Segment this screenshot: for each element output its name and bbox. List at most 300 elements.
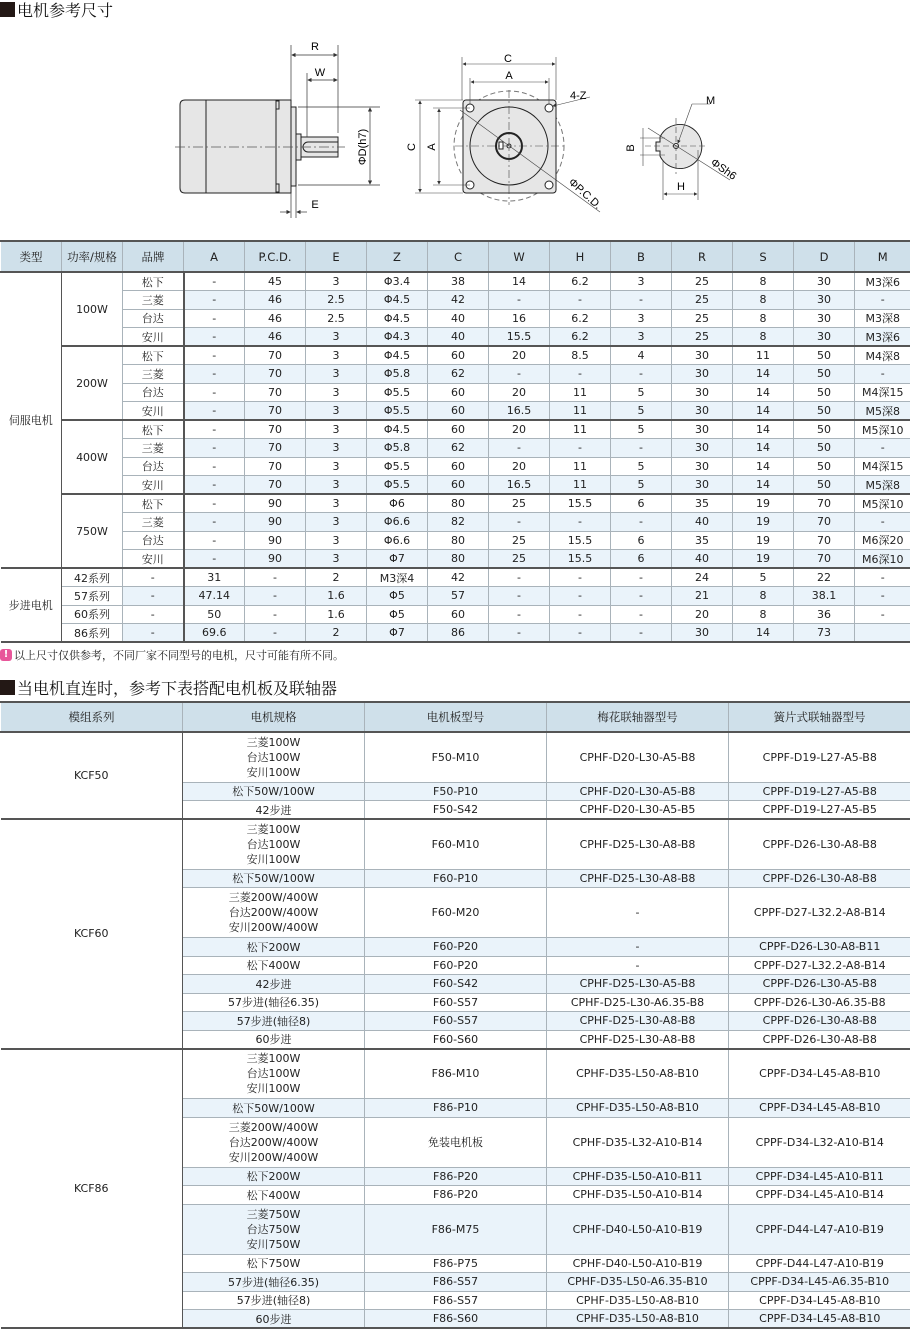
- motor-plate-cell: F50-S42: [365, 801, 547, 820]
- disc-coupling-cell: CPPF-D26-L30-A8-B8: [729, 1030, 910, 1049]
- motor-spec-line: 台达200W/400W: [183, 905, 364, 920]
- disc-coupling-cell: CPPF-D26-L30-A6.35-B8: [729, 993, 910, 1012]
- jaw-coupling-cell: CPHF-D35-L50-A10-B11: [547, 1167, 729, 1186]
- value-cell: 90: [245, 550, 306, 569]
- motor-plate-cell: F86-M10: [365, 1049, 547, 1099]
- motor-plate-cell: F60-M10: [365, 819, 547, 869]
- svg-text:E: E: [311, 199, 318, 211]
- value-cell: 70: [794, 513, 855, 532]
- value-cell: 30: [672, 420, 733, 439]
- value-cell: 25: [672, 328, 733, 347]
- header-b: B: [611, 241, 672, 272]
- value-cell: -: [489, 568, 550, 587]
- header-s: S: [733, 241, 794, 272]
- value-cell: M4深8: [855, 346, 910, 365]
- jaw-coupling-cell: CPHF-D20-L30-A5-B5: [547, 801, 729, 820]
- motor-plate-cell: F60-M20: [365, 888, 547, 938]
- brand-cell: 松下: [123, 272, 184, 291]
- motor-spec-cell: [183, 819, 365, 869]
- value-cell: 14: [489, 272, 550, 291]
- disc-coupling-cell: CPPF-D44-L47-A10-B19: [729, 1204, 910, 1254]
- value-cell: M3深6: [855, 272, 910, 291]
- value-cell: -: [184, 531, 245, 550]
- disc-coupling-cell: CPPF-D19-L27-A5-B8: [729, 732, 910, 782]
- value-cell: 47.14: [184, 587, 245, 606]
- value-cell: 21: [672, 587, 733, 606]
- header-pcd: P.C.D.: [245, 241, 306, 272]
- jaw-coupling-cell: CPHF-D25-L30-A8-B8: [547, 1012, 729, 1031]
- disc-coupling-cell: CPPF-D27-L32.2-A8-B14: [729, 888, 910, 938]
- jaw-coupling-cell: CPHF-D40-L50-A10-B19: [547, 1204, 729, 1254]
- table-row: [1, 624, 910, 643]
- motor-spec-cell: [183, 1167, 365, 1186]
- value-cell: -: [245, 568, 306, 587]
- disc-coupling-cell: CPPF-D34-L45-A10-B14: [729, 1186, 910, 1205]
- value-cell: 8: [733, 291, 794, 310]
- table-row: [1, 272, 910, 291]
- value-cell: -: [184, 383, 245, 402]
- disc-coupling-cell: CPPF-D44-L47-A10-B19: [729, 1254, 910, 1273]
- motor-spec-cell: [183, 1186, 365, 1205]
- motor-spec-line: 安川100W: [183, 852, 364, 867]
- disc-coupling-cell: CPPF-D19-L27-A5-B5: [729, 801, 910, 820]
- value-cell: -: [184, 550, 245, 569]
- motor-spec-cell: [183, 956, 365, 975]
- brand-cell: 三菱: [123, 439, 184, 458]
- motor-spec-cell: [183, 1030, 365, 1049]
- warning-icon: !: [0, 649, 12, 661]
- power-cell: 200W: [62, 346, 123, 420]
- value-cell: 14: [733, 457, 794, 476]
- value-cell: 30: [794, 291, 855, 310]
- value-cell: 24: [672, 568, 733, 587]
- motor-spec-line: 台达750W: [183, 1222, 364, 1237]
- value-cell: 60: [428, 383, 489, 402]
- disc-coupling-cell: CPPF-D27-L32.2-A8-B14: [729, 956, 910, 975]
- value-cell: 70: [245, 420, 306, 439]
- value-cell: -: [550, 605, 611, 624]
- value-cell: 19: [733, 550, 794, 569]
- disc-coupling-cell: CPPF-D26-L30-A8-B8: [729, 819, 910, 869]
- value-cell: -: [855, 291, 910, 310]
- motor-spec-line: 57步进(轴径8): [183, 1292, 364, 1308]
- value-cell: 40: [672, 550, 733, 569]
- value-cell: -: [123, 605, 184, 624]
- header-w: W: [489, 241, 550, 272]
- note-text: 以上尺寸仅供参考，不同厂家不同型号的电机，尺寸可能有所不同。: [14, 647, 344, 663]
- value-cell: -: [550, 291, 611, 310]
- value-cell: 30: [672, 457, 733, 476]
- value-cell: Φ6.6: [367, 513, 428, 532]
- value-cell: -: [489, 513, 550, 532]
- power-cell: 400W: [62, 420, 123, 494]
- motor-spec-cell: [183, 938, 365, 957]
- motor-spec-line: 57步进(轴径6.35): [183, 1274, 364, 1290]
- value-cell: 4: [611, 346, 672, 365]
- header-a: A: [184, 241, 245, 272]
- value-cell: -: [611, 439, 672, 458]
- motor-spec-line: 三菱100W: [183, 822, 364, 837]
- svg-text:A: A: [505, 70, 513, 82]
- jaw-coupling-cell: CPHF-D35-L50-A6.35-B10: [547, 1273, 729, 1292]
- value-cell: -: [611, 291, 672, 310]
- motor-spec-line: 安川100W: [183, 1081, 364, 1096]
- value-cell: M5深8: [855, 476, 910, 495]
- value-cell: M6深10: [855, 550, 910, 569]
- value-cell: -: [184, 291, 245, 310]
- disc-coupling-cell: CPPF-D34-L45-A8-B10: [729, 1049, 910, 1099]
- motor-spec-cell: [183, 975, 365, 994]
- value-cell: 3: [306, 365, 367, 384]
- value-cell: Φ5.5: [367, 457, 428, 476]
- jaw-coupling-cell: CPHF-D25-L30-A5-B8: [547, 975, 729, 994]
- value-cell: 14: [733, 402, 794, 421]
- value-cell: 3: [306, 513, 367, 532]
- value-cell: M3深6: [855, 328, 910, 347]
- jaw-coupling-cell: -: [547, 888, 729, 938]
- motor-spec-cell: [183, 1310, 365, 1329]
- value-cell: 5: [611, 476, 672, 495]
- value-cell: -: [184, 439, 245, 458]
- value-cell: 16: [489, 309, 550, 328]
- value-cell: 3: [306, 439, 367, 458]
- jaw-coupling-cell: CPHF-D35-L50-A8-B10: [547, 1310, 729, 1329]
- jaw-coupling-cell: CPHF-D25-L30-A8-B8: [547, 819, 729, 869]
- value-cell: 5: [733, 568, 794, 587]
- disc-coupling-cell: CPPF-D26-L30-A8-B11: [729, 938, 910, 957]
- motor-spec-line: 松下200W: [183, 939, 364, 955]
- value-cell: 20: [489, 346, 550, 365]
- table-row: [1, 531, 910, 550]
- value-cell: Φ5.5: [367, 402, 428, 421]
- value-cell: 35: [672, 531, 733, 550]
- value-cell: 46: [245, 309, 306, 328]
- value-cell: -: [184, 328, 245, 347]
- motor-plate-cell: F86-S57: [365, 1273, 547, 1292]
- table-header-row: [1, 702, 910, 732]
- brand-cell: 松下: [123, 346, 184, 365]
- brand-cell: 安川: [123, 550, 184, 569]
- value-cell: 86: [428, 624, 489, 643]
- svg-text:H: H: [677, 181, 685, 193]
- table-row: [1, 439, 910, 458]
- value-cell: 60: [428, 346, 489, 365]
- value-cell: 25: [489, 550, 550, 569]
- value-cell: 40: [428, 328, 489, 347]
- svg-text:ΦD(h7): ΦD(h7): [357, 129, 369, 165]
- jaw-coupling-cell: CPHF-D40-L50-A10-B19: [547, 1254, 729, 1273]
- value-cell: 11: [550, 420, 611, 439]
- series-cell: 42系列: [62, 568, 123, 587]
- value-cell: 60: [428, 457, 489, 476]
- value-cell: 50: [794, 476, 855, 495]
- value-cell: 70: [245, 457, 306, 476]
- value-cell: 8: [733, 587, 794, 606]
- value-cell: -: [184, 309, 245, 328]
- brand-cell: 松下: [123, 494, 184, 513]
- value-cell: -: [489, 624, 550, 643]
- header-disc-coupling: 簧片式联轴器型号: [729, 702, 910, 732]
- value-cell: 3: [306, 476, 367, 495]
- value-cell: 38.1: [794, 587, 855, 606]
- value-cell: 2.5: [306, 309, 367, 328]
- motor-spec-cell: [183, 801, 365, 820]
- value-cell: 50: [794, 439, 855, 458]
- value-cell: Φ7: [367, 550, 428, 569]
- motor-spec-cell: [183, 1273, 365, 1292]
- value-cell: 3: [306, 531, 367, 550]
- value-cell: 50: [794, 365, 855, 384]
- value-cell: 3: [306, 328, 367, 347]
- motor-plate-cell: F50-P10: [365, 782, 547, 801]
- jaw-coupling-cell: CPHF-D35-L50-A8-B10: [547, 1291, 729, 1310]
- value-cell: M5深8: [855, 402, 910, 421]
- value-cell: M5深10: [855, 494, 910, 513]
- value-cell: 14: [733, 476, 794, 495]
- motor-spec-cell: [183, 888, 365, 938]
- value-cell: -: [245, 605, 306, 624]
- motor-spec-cell: [183, 732, 365, 782]
- value-cell: Φ4.5: [367, 309, 428, 328]
- motor-spec-line: 安川200W/400W: [183, 1150, 364, 1165]
- value-cell: 3: [611, 272, 672, 291]
- motor-plate-cell: F86-S57: [365, 1291, 547, 1310]
- disc-coupling-cell: CPPF-D19-L27-A5-B8: [729, 782, 910, 801]
- motor-spec-cell: [183, 1204, 365, 1254]
- jaw-coupling-cell: -: [547, 956, 729, 975]
- value-cell: 50: [794, 346, 855, 365]
- value-cell: 3: [611, 328, 672, 347]
- value-cell: 11: [733, 346, 794, 365]
- value-cell: M4深15: [855, 383, 910, 402]
- svg-text:B: B: [625, 144, 637, 151]
- side-view: [180, 100, 338, 193]
- header-c: C: [428, 241, 489, 272]
- brand-cell: 安川: [123, 328, 184, 347]
- motor-spec-line: 安川200W/400W: [183, 920, 364, 935]
- value-cell: M5深10: [855, 420, 910, 439]
- value-cell: 15.5: [550, 531, 611, 550]
- value-cell: 62: [428, 365, 489, 384]
- module-series-cell: KCF60: [1, 819, 183, 1049]
- value-cell: -: [184, 365, 245, 384]
- value-cell: 5: [611, 383, 672, 402]
- brand-cell: 台达: [123, 457, 184, 476]
- motor-dimension-table: [0, 240, 910, 643]
- value-cell: 70: [794, 550, 855, 569]
- motor-spec-line: 三菱200W/400W: [183, 890, 364, 905]
- jaw-coupling-cell: CPHF-D35-L50-A10-B14: [547, 1186, 729, 1205]
- value-cell: 8: [733, 605, 794, 624]
- series-cell: 86系列: [62, 624, 123, 643]
- value-cell: 6: [611, 531, 672, 550]
- header-e: E: [306, 241, 367, 272]
- motor-type-cell: 伺服电机: [1, 272, 62, 568]
- jaw-coupling-cell: CPHF-D25-L30-A8-B8: [547, 869, 729, 888]
- motor-spec-line: 松下750W: [183, 1255, 364, 1271]
- brand-cell: 台达: [123, 531, 184, 550]
- svg-text:A: A: [426, 143, 438, 151]
- module-series-cell: KCF86: [1, 1049, 183, 1329]
- motor-plate-cell: F86-S60: [365, 1310, 547, 1329]
- value-cell: Φ5.5: [367, 383, 428, 402]
- svg-text:W: W: [315, 67, 326, 79]
- value-cell: 11: [550, 402, 611, 421]
- value-cell: 40: [428, 309, 489, 328]
- value-cell: 16.5: [489, 476, 550, 495]
- value-cell: 19: [733, 494, 794, 513]
- value-cell: 70: [245, 383, 306, 402]
- motor-spec-line: 松下400W: [183, 957, 364, 973]
- value-cell: 15.5: [550, 550, 611, 569]
- motor-spec-cell: [183, 1049, 365, 1099]
- value-cell: 20: [672, 605, 733, 624]
- value-cell: 14: [733, 365, 794, 384]
- value-cell: -: [855, 439, 910, 458]
- value-cell: 19: [733, 531, 794, 550]
- value-cell: 30: [672, 476, 733, 495]
- value-cell: M6深20: [855, 531, 910, 550]
- value-cell: Φ4.3: [367, 328, 428, 347]
- value-cell: -: [550, 624, 611, 643]
- value-cell: 2.5: [306, 291, 367, 310]
- value-cell: 45: [245, 272, 306, 291]
- svg-text:4-Z: 4-Z: [570, 90, 587, 102]
- table-row: [1, 732, 910, 782]
- value-cell: 60: [428, 420, 489, 439]
- value-cell: -: [184, 476, 245, 495]
- svg-text:C: C: [406, 143, 418, 151]
- motor-spec-line: 松下50W/100W: [183, 870, 364, 886]
- value-cell: Φ6: [367, 494, 428, 513]
- motor-spec-line: 42步进: [183, 976, 364, 992]
- value-cell: 3: [306, 420, 367, 439]
- motor-spec-line: 42步进: [183, 802, 364, 818]
- motor-spec-line: 57步进(轴径8): [183, 1013, 364, 1029]
- value-cell: -: [550, 587, 611, 606]
- value-cell: 6: [611, 550, 672, 569]
- value-cell: 16.5: [489, 402, 550, 421]
- motor-spec-line: 台达100W: [183, 837, 364, 852]
- value-cell: -: [184, 457, 245, 476]
- value-cell: -: [123, 587, 184, 606]
- motor-spec-cell: [183, 1012, 365, 1031]
- table-row: [1, 383, 910, 402]
- section-title-coupling-reference: [0, 677, 337, 697]
- header-module-series: 模组系列: [1, 702, 183, 732]
- value-cell: 14: [733, 624, 794, 643]
- motor-spec-cell: [183, 1254, 365, 1273]
- value-cell: 2: [306, 624, 367, 643]
- value-cell: 50: [794, 457, 855, 476]
- jaw-coupling-cell: CPHF-D20-L30-A5-B8: [547, 732, 729, 782]
- disc-coupling-cell: CPPF-D34-L32-A10-B14: [729, 1117, 910, 1167]
- value-cell: 20: [489, 457, 550, 476]
- value-cell: M3深8: [855, 309, 910, 328]
- value-cell: -: [611, 568, 672, 587]
- value-cell: 50: [794, 383, 855, 402]
- motor-plate-cell: F86-P20: [365, 1186, 547, 1205]
- value-cell: 11: [550, 476, 611, 495]
- motor-plate-cell: F60-S42: [365, 975, 547, 994]
- value-cell: 31: [184, 568, 245, 587]
- value-cell: 40: [672, 513, 733, 532]
- brand-cell: 三菱: [123, 291, 184, 310]
- value-cell: 22: [794, 568, 855, 587]
- table-row: [1, 1049, 910, 1099]
- header-z: Z: [367, 241, 428, 272]
- value-cell: 5: [611, 420, 672, 439]
- value-cell: 30: [672, 346, 733, 365]
- value-cell: 3: [306, 402, 367, 421]
- table-row: [1, 328, 910, 347]
- header-motor-spec: 电机规格: [183, 702, 365, 732]
- motor-plate-cell: 免装电机板: [365, 1117, 547, 1167]
- motor-spec-line: 松下50W/100W: [183, 783, 364, 799]
- disc-coupling-cell: CPPF-D34-L45-A8-B10: [729, 1310, 910, 1329]
- value-cell: 80: [428, 531, 489, 550]
- table-row: [1, 513, 910, 532]
- module-series-cell: KCF50: [1, 732, 183, 819]
- value-cell: 1.6: [306, 587, 367, 606]
- value-cell: -: [245, 587, 306, 606]
- table-row: [1, 587, 910, 606]
- value-cell: 25: [672, 272, 733, 291]
- value-cell: 5: [611, 402, 672, 421]
- value-cell: 25: [489, 494, 550, 513]
- value-cell: 3: [306, 346, 367, 365]
- series-cell: 57系列: [62, 587, 123, 606]
- value-cell: 15.5: [550, 494, 611, 513]
- table-row: [1, 365, 910, 384]
- motor-plate-cell: F86-P10: [365, 1099, 547, 1118]
- value-cell: -: [550, 365, 611, 384]
- motor-spec-line: 松下400W: [183, 1187, 364, 1203]
- value-cell: 6.2: [550, 272, 611, 291]
- disc-coupling-cell: CPPF-D34-L45-A8-B10: [729, 1099, 910, 1118]
- value-cell: 3: [306, 383, 367, 402]
- value-cell: 6.2: [550, 328, 611, 347]
- header-jaw-coupling: 梅花联轴器型号: [547, 702, 729, 732]
- power-cell: 100W: [62, 272, 123, 346]
- value-cell: 14: [733, 439, 794, 458]
- value-cell: 42: [428, 291, 489, 310]
- motor-spec-line: 台达100W: [183, 750, 364, 765]
- value-cell: -: [611, 365, 672, 384]
- value-cell: -: [184, 420, 245, 439]
- motor-spec-cell: [183, 1099, 365, 1118]
- svg-text:R: R: [311, 41, 319, 53]
- value-cell: Φ5.8: [367, 439, 428, 458]
- value-cell: 3: [306, 457, 367, 476]
- motor-plate-cell: F60-S60: [365, 1030, 547, 1049]
- value-cell: -: [489, 605, 550, 624]
- value-cell: -: [550, 568, 611, 587]
- value-cell: 62: [428, 439, 489, 458]
- value-cell: -: [489, 365, 550, 384]
- motor-plate-cell: F86-M75: [365, 1204, 547, 1254]
- value-cell: -: [550, 513, 611, 532]
- svg-text:C: C: [504, 53, 512, 65]
- motor-spec-cell: [183, 869, 365, 888]
- value-cell: 60: [428, 476, 489, 495]
- motor-spec-cell: [183, 1291, 365, 1310]
- motor-spec-line: 台达100W: [183, 1066, 364, 1081]
- value-cell: 90: [245, 494, 306, 513]
- value-cell: 70: [245, 346, 306, 365]
- table-header-row: [1, 241, 910, 272]
- value-cell: M3深4: [367, 568, 428, 587]
